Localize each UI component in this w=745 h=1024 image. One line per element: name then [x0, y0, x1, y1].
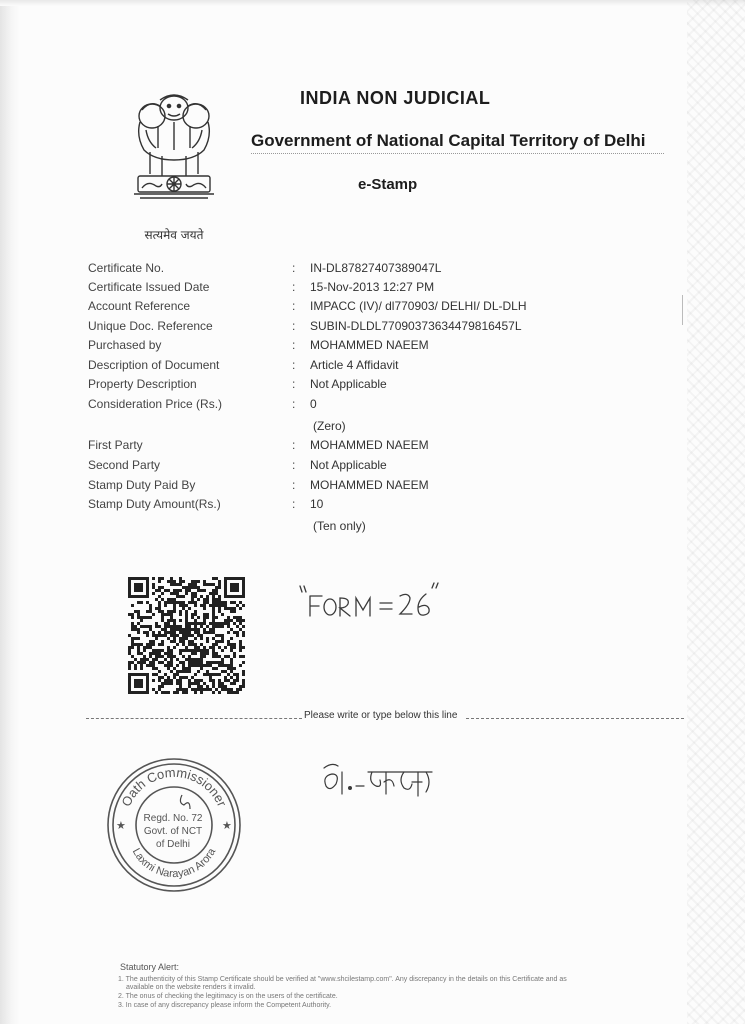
field-label: Description of Document — [88, 358, 220, 372]
field-value: Not Applicable — [310, 458, 387, 472]
field-colon: : — [292, 458, 296, 472]
field-value: 10 — [310, 497, 324, 511]
field-value: MOHAMMED NAEEM — [310, 438, 429, 452]
statutory-alert-line: available on the website renders it invalid. — [126, 984, 256, 991]
field-label: Second Party — [88, 458, 161, 472]
field-label: Stamp Duty Amount(Rs.) — [88, 497, 221, 511]
state-emblem-icon — [128, 86, 220, 222]
statutory-alert-line: 1. The authenticity of this Stamp Certificate should be verified at "www.shcilestamp.com". Any discrepancy in the details on this Certificate and as — [118, 976, 567, 983]
field-colon: : — [292, 280, 296, 294]
svg-text:★: ★ — [222, 820, 232, 832]
field-colon: : — [292, 299, 296, 313]
seal-delhi: of Delhi — [156, 839, 190, 850]
seal-bottom-text: Laxmi Narayan Arora — [129, 846, 219, 881]
field-label: Certificate No. — [88, 261, 165, 275]
field-value: 0 — [310, 397, 317, 411]
handwritten-form-note — [296, 582, 441, 622]
field-colon: : — [292, 261, 296, 275]
seal-center-text — [130, 812, 216, 851]
field-label: Property Description — [88, 377, 197, 391]
emblem-motto: सत्यमेव जयते — [144, 228, 204, 242]
handwritten-signature — [318, 760, 434, 804]
divider-line-right — [466, 718, 684, 719]
field-label: Account Reference — [88, 299, 191, 313]
statutory-alert-line: 2. The onus of checking the legitimacy is on the users of the certificate. — [118, 993, 338, 1000]
document-type: e-Stamp — [358, 176, 418, 193]
consideration-in-words: (Zero) — [313, 419, 346, 433]
field-label: Consideration Price (Rs.) — [88, 397, 223, 411]
field-value: Article 4 Affidavit — [310, 358, 399, 372]
field-value: IN-DL87827407389047L — [310, 261, 442, 275]
field-colon: : — [292, 478, 296, 492]
field-colon: : — [292, 397, 296, 411]
field-label: Certificate Issued Date — [88, 280, 210, 294]
field-colon: : — [292, 358, 296, 372]
document-title: INDIA NON JUDICIAL — [300, 88, 491, 108]
divider-line-left — [86, 718, 302, 719]
field-value: MOHAMMED NAEEM — [310, 338, 429, 352]
field-colon: : — [292, 438, 296, 452]
field-value: 15-Nov-2013 12:27 PM — [310, 280, 435, 294]
field-label: Stamp Duty Paid By — [88, 478, 196, 492]
field-value: MOHAMMED NAEEM — [310, 478, 429, 492]
field-colon: : — [292, 338, 296, 352]
authority-underline — [251, 153, 664, 154]
statutory-alert-title: Statutory Alert: — [120, 962, 180, 972]
field-value: SUBIN-DLDL77090373634479816457L — [310, 319, 522, 333]
duty-in-words: (Ten only) — [313, 519, 366, 533]
field-colon: : — [292, 497, 296, 511]
field-label: Purchased by — [88, 338, 162, 352]
field-value: Not Applicable — [310, 377, 387, 391]
margin-rule — [682, 295, 683, 325]
decorative-right-border — [687, 0, 745, 1024]
field-label: First Party — [88, 438, 143, 452]
seal-govt: Govt. of NCT — [143, 826, 203, 837]
qr-code-icon — [128, 577, 246, 694]
scan-edge-top — [0, 0, 745, 6]
field-label: Unique Doc. Reference — [88, 319, 213, 333]
write-below-instruction: Please write or type below this line — [304, 710, 458, 721]
seal-regd-no: Regd. No. 72 — [143, 813, 203, 824]
issuing-authority: Government of National Capital Territory of Delhi — [251, 131, 646, 150]
svg-text:★: ★ — [116, 820, 126, 832]
field-value: IMPACC (IV)/ dl770903/ DELHI/ DL-DLH — [310, 299, 527, 313]
field-colon: : — [292, 319, 296, 333]
field-colon: : — [292, 377, 296, 391]
statutory-alert-line: 3. In case of any discrepancy please inform the Competent Authority. — [118, 1002, 332, 1009]
scan-edge-left — [0, 0, 20, 1024]
seal-top-text: Oath Commissioner — [118, 764, 230, 809]
